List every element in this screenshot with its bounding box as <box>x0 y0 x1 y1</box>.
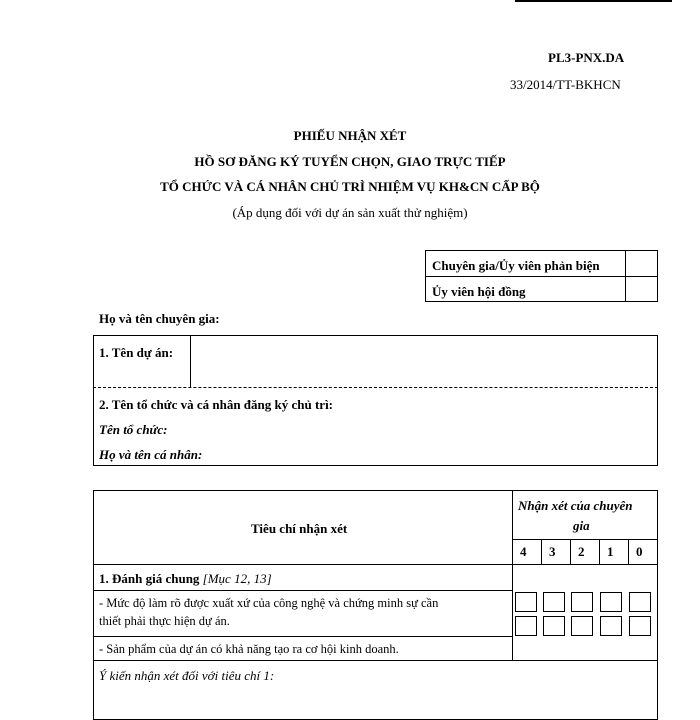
role-reviewer-checkbox[interactable] <box>626 251 657 275</box>
person-name-label: Họ và tên cá nhân: <box>99 447 203 462</box>
project-name-field[interactable] <box>191 336 657 386</box>
section1-title-divider <box>93 590 513 591</box>
criteria-header-bottom <box>93 564 658 565</box>
role-council-checkbox[interactable] <box>626 277 657 301</box>
item1-score-4-checkbox[interactable] <box>515 592 537 612</box>
circular-number: 33/2014/TT-BKHCN <box>510 77 621 92</box>
item2-score-0-checkbox[interactable] <box>629 616 651 636</box>
review-header-line2: gia <box>573 518 590 533</box>
item2-score-1-checkbox[interactable] <box>600 616 622 636</box>
opinion-divider <box>93 660 658 661</box>
score-col-divider <box>570 539 571 564</box>
form-title: PHIẾU NHẬN XÉT <box>293 128 407 143</box>
score-col-divider <box>541 539 542 564</box>
form-subtitle: (Áp dụng đối với dự án sản xuất thử nghiệm) <box>232 205 468 220</box>
score-label-2: 2 <box>578 544 585 559</box>
opinion-label: Ý kiến nhận xét đối với tiêu chí 1: <box>99 668 275 683</box>
score-col-divider <box>628 539 629 564</box>
criteria-item-1-line1: - Mức độ làm rõ được xuất xứ của công nghệ và chứng minh sự cần <box>99 596 439 610</box>
item2-score-4-checkbox[interactable] <box>515 616 537 636</box>
project-name-label: 1. Tên dự án: <box>99 345 174 360</box>
opinion-field[interactable] <box>94 685 657 700</box>
form-title-line2: HỒ SƠ ĐĂNG KÝ TUYỂN CHỌN, GIAO TRỰC TIẾP <box>194 154 506 169</box>
role-council-label: Ủy viên hội đồng <box>432 284 526 299</box>
score-header-top <box>512 539 658 540</box>
score-label-1: 1 <box>607 544 614 559</box>
criteria-item-1-line2: thiết phải thực hiện dự án. <box>99 614 230 628</box>
criteria-item-2: - Sản phẩm của dự án có khả năng tạo ra cơ hội kinh doanh. <box>99 642 399 656</box>
section1-ref: [Mục 12, 13] <box>202 571 272 586</box>
section1-title-text: 1. Đánh giá chung <box>99 571 200 586</box>
score-col-divider <box>599 539 600 564</box>
score-label-0: 0 <box>636 544 643 559</box>
section1-title <box>99 571 272 587</box>
item2-score-2-checkbox[interactable] <box>571 616 593 636</box>
item2-score-3-checkbox[interactable] <box>543 616 565 636</box>
criteria-header: Tiêu chí nhận xét <box>251 521 348 536</box>
item-divider <box>93 636 513 637</box>
score-label-4: 4 <box>520 544 527 559</box>
form-title-line3: TỔ CHỨC VÀ CÁ NHÂN CHỦ TRÌ NHIỆM VỤ KH&CN CẤP BỘ <box>160 179 540 194</box>
review-header-line1: Nhận xét của chuyên <box>518 498 633 513</box>
form-code: PL3-PNX.DA <box>548 50 625 65</box>
project-section-divider <box>93 387 658 388</box>
expert-name-label: Họ và tên chuyên gia: <box>99 311 220 326</box>
organization-label: Tên tổ chức: <box>99 422 168 437</box>
item1-score-1-checkbox[interactable] <box>600 592 622 612</box>
top-rule <box>515 0 672 2</box>
criteria-col-divider <box>512 490 513 660</box>
registrant-label: 2. Tên tổ chức và cá nhân đăng ký chủ trì: <box>99 397 334 412</box>
item1-score-0-checkbox[interactable] <box>629 592 651 612</box>
role-reviewer-label: Chuyên gia/Ủy viên phản biện <box>432 258 600 273</box>
role-box-divider <box>425 276 658 277</box>
item1-score-2-checkbox[interactable] <box>571 592 593 612</box>
item1-score-3-checkbox[interactable] <box>543 592 565 612</box>
score-label-3: 3 <box>549 544 556 559</box>
